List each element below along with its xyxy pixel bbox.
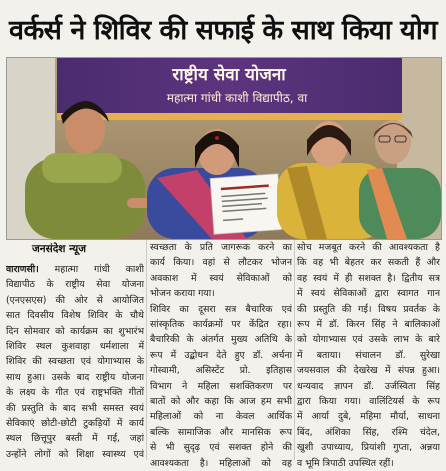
certificate xyxy=(210,174,282,235)
article-column-2 xyxy=(150,240,292,471)
headline: वर्कर्स ने शिविर की सफाई के साथ किया योग xyxy=(8,14,438,46)
column-3-line: में बताया। संचालन डॉ. सुरेखा xyxy=(297,349,440,361)
article-column-1 xyxy=(6,262,144,462)
column-1-line: उन्होंने लोगों को शिक्षा स्वास्थ्य एवं xyxy=(6,448,144,460)
banner-subtitle: महात्मा गांधी काशी विद्यापीठ, वा xyxy=(166,91,308,105)
column-1-line: शिविर की स्वच्छता एवं योगाभ्यास के xyxy=(6,356,144,368)
column-3-line: को योगाभ्यास एवं उसके लाभ के बारे xyxy=(297,334,440,346)
column-2-line: बल्कि सामाजिक और मानसिक रूप xyxy=(150,426,292,438)
column-3-line: द्वारा किया गया। वालिंटियर्स के रूप xyxy=(297,396,440,408)
column-3-line: बिंद, अंशिका सिंह, रश्मि चंदेल, xyxy=(297,426,440,438)
column-1-line: साथ हुआ। उसके बाद राष्ट्रीय योजना xyxy=(6,371,144,383)
column-1-line: विद्यापीठ के राष्ट्रीय सेवा योजना xyxy=(6,279,144,291)
column-rule-2 xyxy=(294,240,295,460)
column-2-line: कार्य किया। वहां से लौटकर भोजन xyxy=(150,257,292,269)
column-3-line: धन्यवाद ज्ञापन डॉ. उर्जस्विता सिंह xyxy=(297,380,440,392)
column-2-line: बैचारिकी के अंतर्गत मुख्य अतिथि के xyxy=(150,334,292,346)
column-1-line: सात दिवसीय विशेष शिविर के चौथे xyxy=(6,310,144,322)
column-3-line: कि वह भी बेहतर कर सकती हैं और xyxy=(297,257,440,269)
column-3-line: वह स्वयं में ही सशक्त है। द्वितीय सत्र xyxy=(297,272,440,284)
dateline: वाराणसी। xyxy=(6,264,39,275)
column-1-line: सेविकाएं छोटी-छोटी टुकड़ियों में कार्य xyxy=(6,418,144,430)
photo-illustration xyxy=(7,58,441,239)
column-3-line: में स्वयं सेविकाओं द्वारा स्वागत गान xyxy=(297,288,440,300)
column-1-line: शिविर स्थल कुशवाहा धर्मशाला में xyxy=(6,341,144,353)
column-2-line: स्वच्छता के प्रति जागरूक करने का xyxy=(150,242,292,253)
column-rule-1 xyxy=(146,240,147,460)
byline: जनसंदेश न्यूज xyxy=(32,243,87,255)
column-1-line: स्थल छित्तूपुर बस्ती में गई, जहां xyxy=(6,433,144,445)
column-1-line: दिन सोमवार को कार्यक्रम का शुभारंभ xyxy=(6,325,144,337)
news-photo xyxy=(6,57,442,240)
column-1-line: के लक्ष्य के गीत एवं राष्ट्रभक्ति गीतों xyxy=(6,387,144,399)
column-3-line: जयसवाल की देखरेख में संपन्न हुआ। xyxy=(297,365,440,377)
column-2-line: रूप में उद्बोधन देते हुए डॉ. अर्चना xyxy=(150,349,292,361)
column-1-line: की प्रस्तुति के बाद सभी समस्त स्वयं xyxy=(6,402,144,414)
column-1-line xyxy=(6,262,144,277)
column-2-line: बातों को और कहा कि आज हम सभी xyxy=(150,396,292,408)
column-2-line: भोजन कराया गया। xyxy=(150,288,215,300)
column-2-line: शिविर का दूसरा सत्र बैचारिक एवं xyxy=(150,303,292,315)
column-2-line: आवश्यकता है। महिलाओं को वह xyxy=(150,457,292,469)
column-3-line: खुशी उपाध्याय, प्रियांशी गुप्ता, अन्नया xyxy=(297,442,440,454)
column-1-line: (एनएसएस) की ओर से आयोजित xyxy=(6,294,144,306)
article-column-3 xyxy=(297,240,440,471)
column-3-line: व भूमि त्रिपाठी उपस्थित रहीं। xyxy=(297,457,394,469)
column-3-line: रूप में डॉ. किरन सिंह ने बालिकाओं xyxy=(297,319,440,331)
column-2-line: सांस्कृतिक कार्यक्रमों पर केंद्रित रहा। xyxy=(150,319,292,331)
column-3-line: की प्रस्तुति की गई। विषय प्रवर्तक के xyxy=(297,303,440,315)
column-2-line: से भी सुदृढ़ एवं सशक्त होने की xyxy=(150,442,292,454)
column-2-line: अवकाश में स्वयं सेविकाओं को xyxy=(150,272,292,284)
column-2-line: विभाग ने महिला सशक्तिकरण पर xyxy=(150,380,292,392)
column-3-line: सोच मजबूत करने की आवश्यकता है xyxy=(297,242,440,253)
column-1-text: महात्मा गांधी काशी xyxy=(38,264,144,275)
banner-title: राष्ट्रीय सेवा योजना xyxy=(172,65,286,85)
column-2-line: गोस्वामी, असिस्टेंट प्रो. इतिहास xyxy=(150,365,292,377)
column-3-line: में आर्या दुबे, महिमा मौर्या, साधना xyxy=(297,411,440,423)
column-2-line: महिलाओं को ना केवल आर्थिक xyxy=(150,411,292,423)
